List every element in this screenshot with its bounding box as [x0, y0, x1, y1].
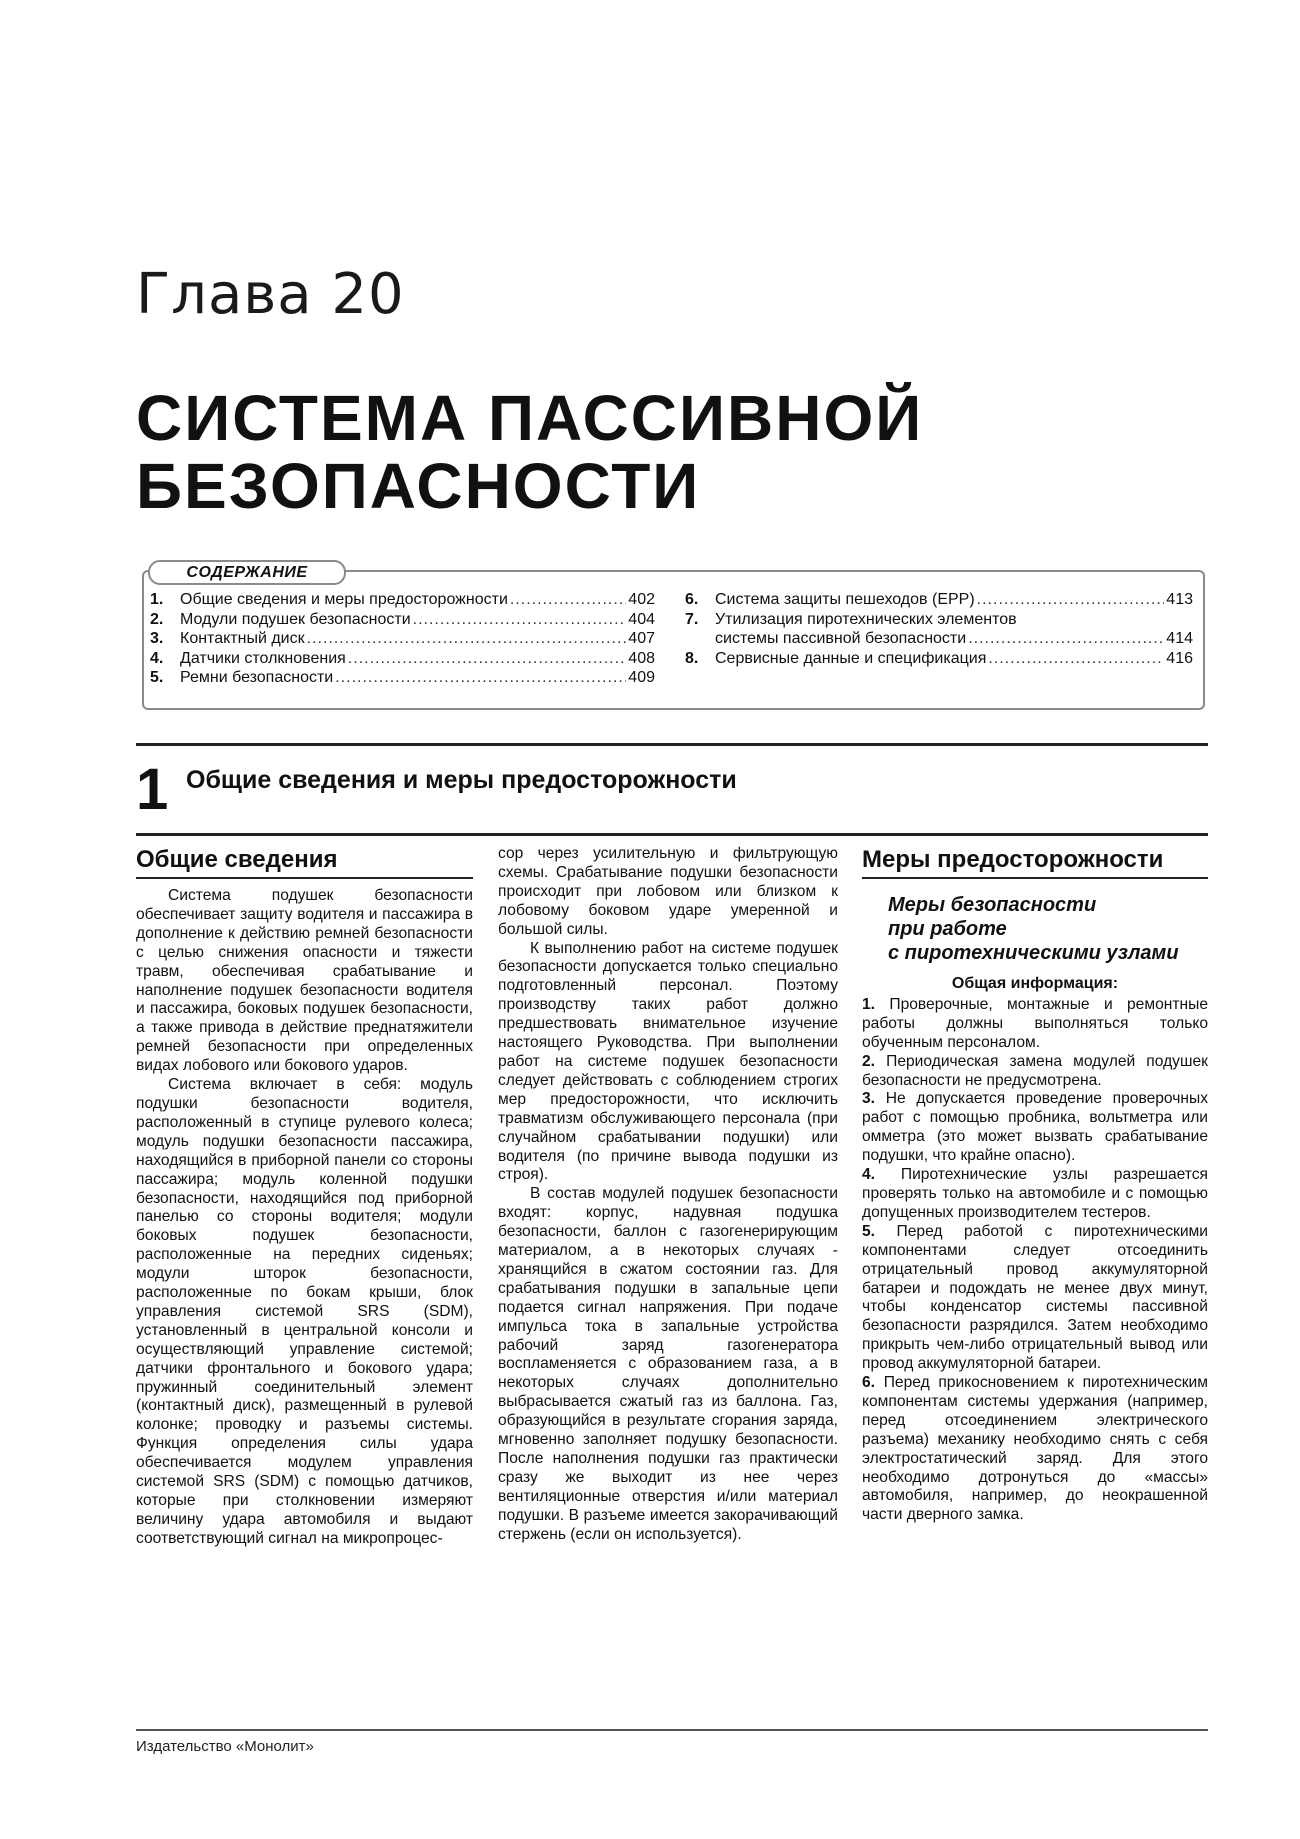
toc-item-title: системы пассивной безопасности	[715, 630, 967, 647]
list-item-text: Перед работой с пиротехническими компонентами следует отсоединить отрицательный провод аккумуляторной батареи и подождать не менее двух минут, чтобы конденсатор системы пассивной безопасности разрядился. Затем необходимо прикрыть чем-либо отрицательный вывод или провод аккумуляторной батареи.	[862, 1222, 1208, 1373]
toc-item-number: 3.	[150, 630, 164, 647]
toc-item[interactable]	[150, 668, 655, 688]
chapter-label: Глава 20	[136, 262, 405, 327]
toc-item[interactable]	[150, 590, 655, 610]
list-item	[862, 1374, 1208, 1525]
toc-item-title: Сервисные данные и спецификация	[715, 649, 987, 667]
text-column-3	[862, 845, 1208, 1525]
list-item-number: 4.	[862, 1166, 876, 1184]
toc-item-title: Ремни безопасности	[180, 669, 334, 686]
toc-leader-dots	[335, 668, 626, 688]
toc-item-page: 408	[628, 649, 655, 667]
list-item	[862, 1166, 1208, 1223]
toc-item-title: Датчики столкновения	[180, 649, 346, 667]
general-info-subheading: Общая информация:	[951, 975, 1119, 992]
toc-item-page: 414	[1166, 630, 1193, 647]
list-item-text: Перед прикосновением к пиротехническим компонентам системы удержания (например, перед отсоединением электрического разъема) механику необходимо снять с себя электростатический заряд. Для этого необходимо дотронуться до «массы» автомобиля, например, до неокрашенной части дверного замка.	[862, 1374, 1208, 1524]
text-column-2	[498, 845, 838, 1545]
toc-leader-dots	[348, 649, 627, 669]
toc-leader-dots	[977, 590, 1165, 610]
subheading-line: Меры безопасности	[888, 894, 1097, 916]
toc-item-page: 413	[1166, 591, 1193, 608]
toc-item-title: Общие сведения и меры предосторожности	[180, 591, 508, 608]
toc-item[interactable]	[150, 649, 655, 669]
toc-item[interactable]	[685, 590, 1193, 610]
toc-leader-dots	[307, 629, 627, 649]
subheading-line: с пиротехническими узлами	[888, 942, 1179, 964]
toc-item-number: 7.	[685, 610, 699, 628]
section-rule-bottom	[136, 833, 1208, 836]
list-item	[862, 996, 1208, 1053]
toc-leader-dots	[968, 629, 1164, 649]
chapter-title-line2: БЕЗОПАСНОСТИ	[136, 450, 701, 522]
list-item-number: 2.	[862, 1052, 876, 1070]
section-number: 1	[136, 757, 169, 822]
paragraph: Система подушек безопасности обеспечивает защиту водителя и пассажира в дополнение к действию ремней безопасности с целью снижения опасности и тяжести травм, обеспечивая срабатывание и наполнение подушек безопасности водителя и пассажира, боковых подушек безопасности, а также привода в действие преднатяжители ремней безопасности при определенных видах лобового или бокового ударов.	[136, 887, 473, 1075]
toc-left-column	[150, 590, 655, 688]
toc-item-title: Утилизация пиротехнических элементов	[715, 610, 1017, 628]
paragraph: В состав модулей подушек безопасности входят: корпус, надувная подушка безопасности, баллон с газогенерирующим материалом, а в некоторых случаях - хранящийся в сжатом состоянии газ. Для срабатывания подушки в запальные цепи подается сигнал напряжения. При подаче импульса тока в запальные устройства рабочий заряд газогенератора воспламеняется с образованием газа, а в некоторых случаях дополнительно выбрасывается сжатый газ из баллона. Газ, образующийся в результате сгорания заряда, мгновенно заполняет подушку безопасности. После наполнения подушки газ практически сразу же выходит из нее через вентиляционные отверстия и/или материал подушки. В разъеме имеется закорачивающий стержень (если он используется).	[498, 1185, 838, 1543]
toc-item-number: 6.	[685, 591, 699, 608]
list-item-text: Проверочные, монтажные и ремонтные работы должны выполняться только обученным персоналом.	[862, 995, 1208, 1051]
list-item-number: 3.	[862, 1090, 876, 1108]
list-item-text: Периодическая замена модулей подушек безопасности не предусмотрена.	[862, 1052, 1208, 1089]
toc-item-title: Модули подушек безопасности	[180, 610, 411, 628]
toc-right-column	[685, 590, 1193, 668]
publisher-footer: Издательство «Монолит»	[136, 1738, 314, 1755]
list-item-number: 5.	[862, 1222, 876, 1240]
toc-item-title: Система защиты пешеходов (EPP)	[715, 591, 975, 608]
toc-item-page: 407	[628, 630, 655, 647]
chapter-title	[136, 384, 1186, 520]
toc-item[interactable]	[685, 649, 1193, 669]
list-item	[862, 1223, 1208, 1374]
subheading-line: при работе	[888, 918, 1007, 940]
toc-item-number: 4.	[150, 649, 164, 667]
toc-item-page: 409	[628, 669, 655, 686]
paragraph: сор через усилительную и фильтрующую схемы. Срабатывание подушки безопасности происходит при лобовом или близком к лобовому боковом ударе умеренной и большой силы.	[498, 845, 838, 938]
list-item-text: Пиротехнические узлы разрешается проверять только на автомобиле и с помощью допущенных производителем тестеров.	[862, 1166, 1208, 1221]
toc-item-page: 402	[628, 591, 655, 608]
text-column-1	[136, 845, 473, 1549]
pyrotechnic-safety-heading	[862, 893, 1208, 965]
precautions-heading: Меры предосторожности	[862, 845, 1208, 879]
paragraph: К выполнению работ на системе подушек безопасности допускается только специально подготовленный персонал. Поэтому производству таких работ должно предшествовать внимательное изучение настоящего Руководства. При выполнении работ на системе подушек безопасности следует действовать с соблюдением строгих мер предосторожности, что исключить травматизм обслуживающего персонала (при случайном срабатывании подушки) или водителя (по причине вывода подушки из строя).	[498, 939, 838, 1184]
toc-item-number: 1.	[150, 591, 164, 608]
toc-item-number: 5.	[150, 669, 164, 686]
section-title: Общие сведения и меры предосторожности	[186, 766, 737, 794]
toc-item[interactable]	[685, 610, 1193, 630]
toc-item-continuation[interactable]	[685, 629, 1193, 649]
toc-item-number: 8.	[685, 649, 699, 667]
section-rule-top	[136, 743, 1208, 746]
list-item-number: 6.	[862, 1374, 876, 1392]
toc-item-page: 416	[1166, 649, 1193, 667]
list-item	[862, 1090, 1208, 1166]
chapter-title-line1: СИСТЕМА ПАССИВНОЙ	[136, 382, 924, 454]
toc-item-page: 404	[628, 610, 655, 628]
footer-rule	[136, 1729, 1208, 1731]
toc-item[interactable]	[150, 610, 655, 630]
list-item	[862, 1053, 1208, 1091]
toc-item[interactable]	[150, 629, 655, 649]
toc-item-number: 2.	[150, 610, 164, 628]
toc-leader-dots	[988, 649, 1164, 669]
list-item-text: Не допускается проведение проверочных работ с помощью пробника, вольтметра или омметра (это может вызвать срабатывание подушки, что крайне опасно).	[862, 1090, 1208, 1165]
toc-heading: СОДЕРЖАНИЕ	[148, 560, 346, 585]
toc-leader-dots	[510, 590, 626, 610]
toc-item-title: Контактный диск	[180, 630, 305, 647]
list-item-number: 1.	[862, 995, 876, 1013]
paragraph: Система включает в себя: модуль подушки безопасности водителя, расположенный в ступице рулевого колеса; модуль подушки безопасности пассажира, находящийся в приборной панели со стороны пассажира; модуль коленной подушки безопасности, находящийся под приборной панелью со стороны водителя; модули боковых подушек безопасности, расположенные на передних сиденьях; модули шторок безопасности, расположенные по бокам крыши, блок управления системой SRS (SDM), установленный в центральной консоли и осуществляющий управление системой; датчики фронтального и бокового удара; пружинный соединительный элемент (контактный диск), размещенный в рулевой колонке; проводку и разъемы системы. Функция определения силы удара обеспечивается модулем управления системой SRS (SDM) с помощью датчиков, которые при столкновении измеряют величину удара автомобиля и выдают соответствующий сигнал на микропроцес-	[136, 1076, 473, 1547]
general-info-heading: Общие сведения	[136, 845, 473, 879]
toc-leader-dots	[413, 610, 627, 630]
